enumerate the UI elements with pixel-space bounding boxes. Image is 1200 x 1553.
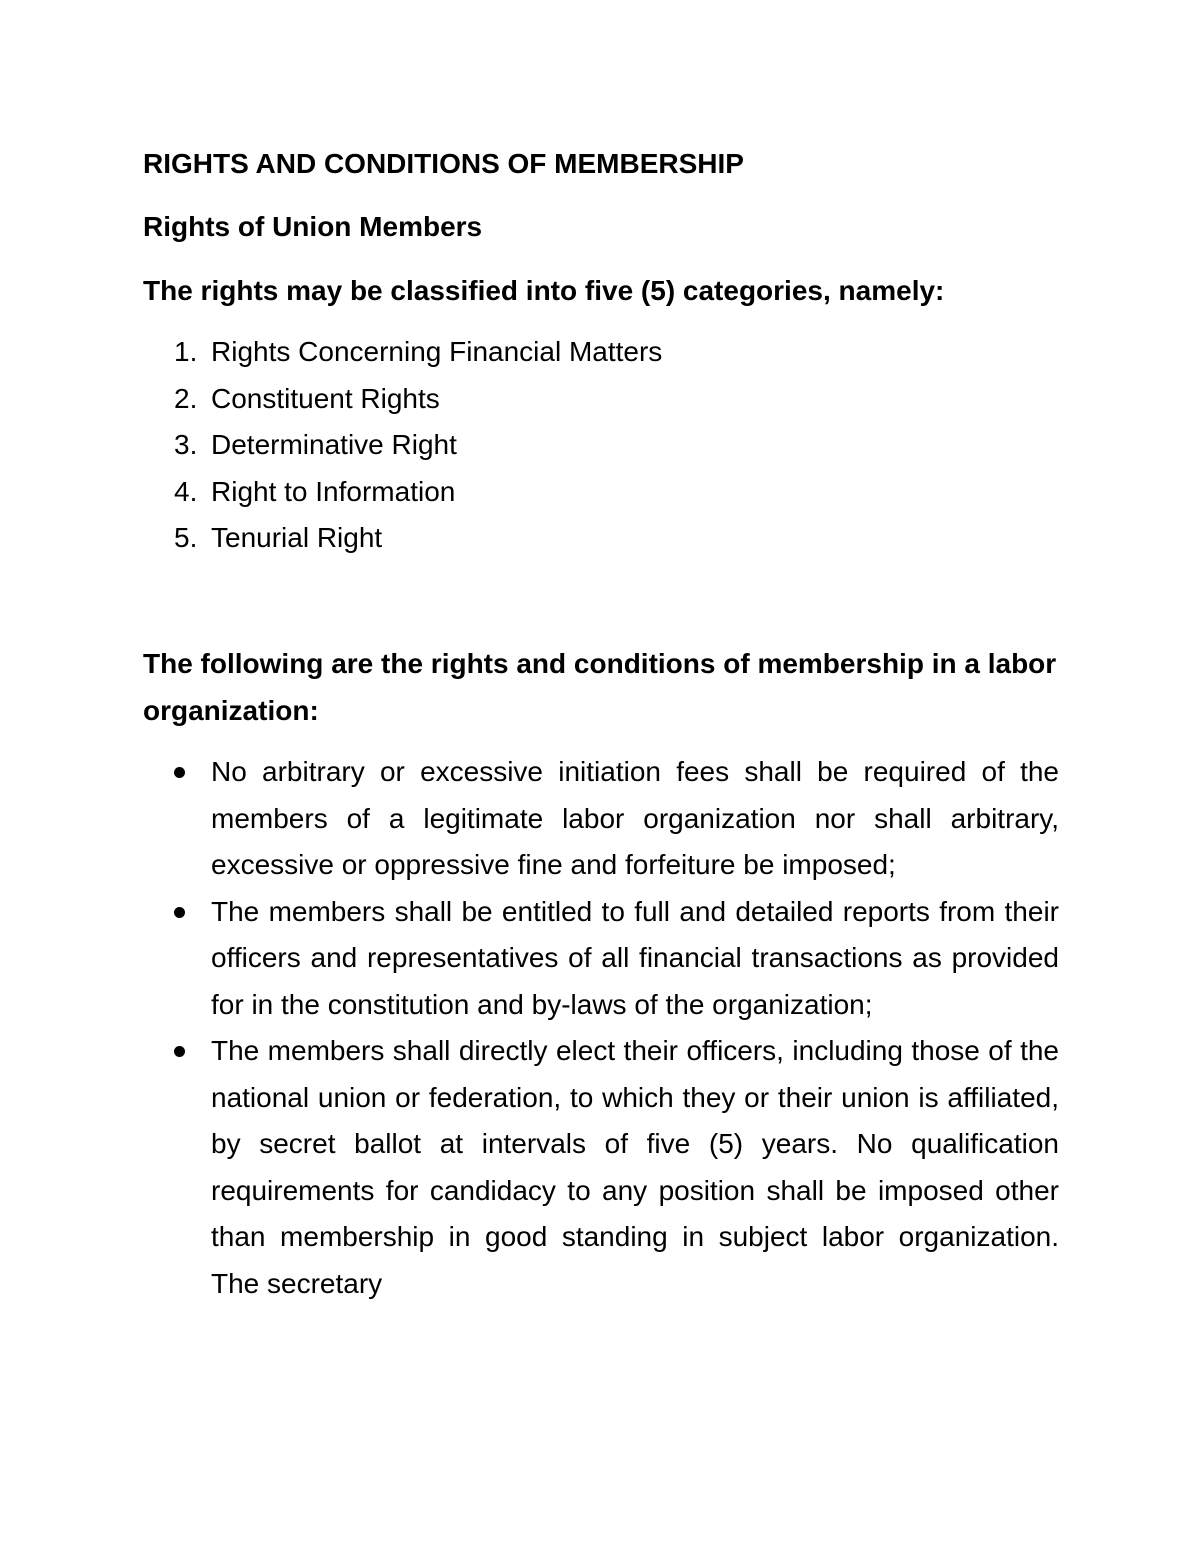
list-item-text: The members shall be entitled to full and detailed reports from their officers and representatives of all financial transactions as provided for in the constitution and by-laws of the organization; [211,895,1059,1020]
categories-intro: The rights may be classified into five (5) categories, namely: [143,275,945,306]
list-item [143,376,662,423]
list-item-number: 1. [174,336,198,367]
list-item-text: The members shall directly elect their officers, including those of the national union or federation, to which they or their union is affiliated, by secret ballot at intervals of five (5) years. No qualification requirements for candidacy to any position shall be imposed other than membership in good standing in subject labor organization. The secretary [211,1035,1059,1299]
list-item [143,1028,1059,1307]
list-item-text: No arbitrary or excessive initiation fees shall be required of the members of a legitimate labor organization nor shall arbitrary, excessive or oppressive fine and forfeiture be imposed; [211,756,1059,880]
list-item-text: Tenurial Right [211,522,383,553]
conditions-heading: The following are the rights and conditions of membership in a labor organization: [143,648,1057,726]
list-item-text: Constituent Rights [211,382,440,414]
list-item-text: Right to Information [211,475,456,507]
bullet-icon [174,767,185,778]
list-item [143,329,662,376]
section-heading: Rights of Union Members [143,211,483,242]
list-item-text: Rights Concerning Financial Matters [211,336,663,367]
list-item [143,749,1059,889]
list-item-number: 5. [174,522,198,553]
categories-list [143,329,662,562]
list-item-number: 3. [174,429,198,460]
document-title: RIGHTS AND CONDITIONS OF MEMBERSHIP [143,148,744,179]
list-item-number: 4. [174,475,198,507]
list-item-text: Determinative Right [211,429,457,460]
bullet-icon [174,1046,185,1057]
list-item-number: 2. [174,382,198,414]
list-item [143,469,662,516]
bullet-icon [174,907,185,918]
list-item [143,515,662,562]
conditions-list [143,749,1059,1307]
list-item [143,889,1059,1029]
list-item [143,422,662,469]
